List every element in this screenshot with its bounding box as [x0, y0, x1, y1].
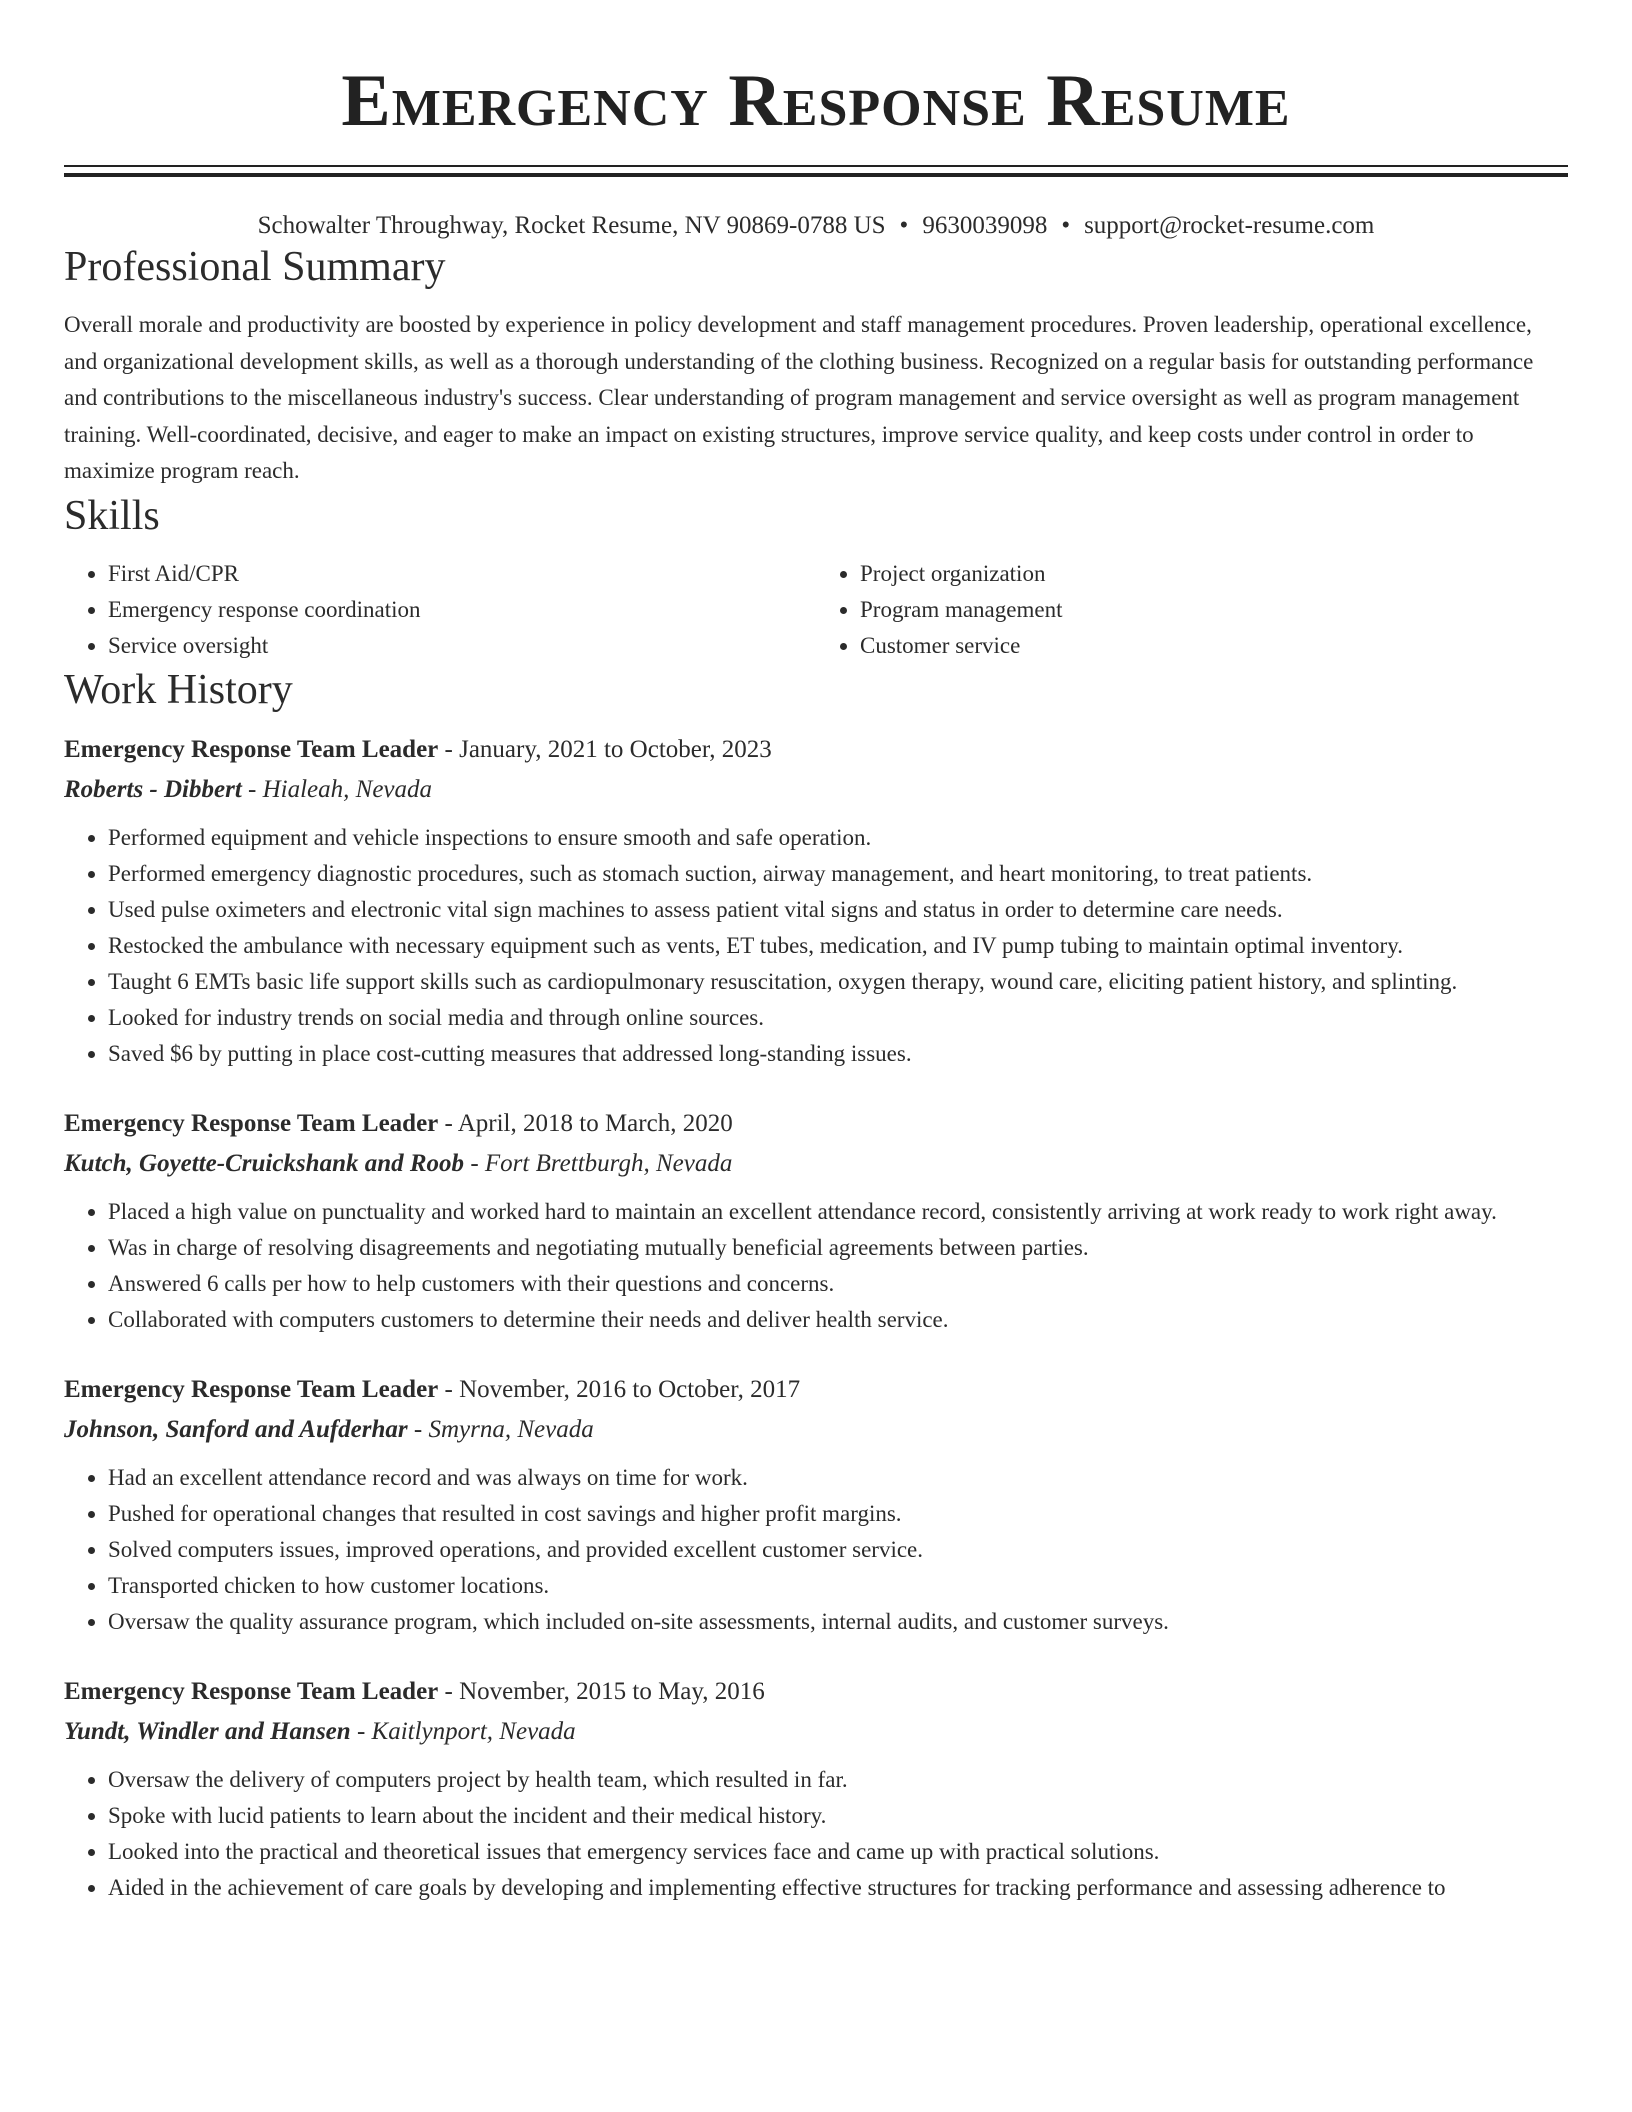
dash-separator: - [438, 1677, 460, 1705]
job-bullet: • Used pulse oximeters and electronic vital sign machines to assess patient vital signs and status in order to determine care needs. [108, 892, 1568, 928]
job-dates: November, 2015 to May, 2016 [459, 1677, 765, 1705]
job-bullet: • Answered 6 calls per how to help customers with their questions and concerns. [108, 1266, 1568, 1302]
job-bullet: • Saved $6 by putting in place cost-cutting measures that addressed long-standing issues. [108, 1036, 1568, 1072]
job-entry [64, 730, 1568, 1072]
skills-column-right [816, 556, 1568, 664]
job-dates: January, 2021 to October, 2023 [459, 735, 772, 763]
job-bullet: • Pushed for operational changes that resulted in cost savings and higher profit margins. [108, 1496, 1568, 1532]
skills-list [64, 556, 1568, 664]
skills-column-left [64, 556, 816, 664]
job-bullet: • Performed equipment and vehicle inspections to ensure smooth and safe operation. [108, 820, 1568, 856]
contact-separator: • [1061, 212, 1071, 239]
job-entry [64, 1370, 1568, 1640]
job-bullet: • Oversaw the quality assurance program, which included on-site assessments, internal audits, and customer surveys. [108, 1604, 1568, 1640]
skill-item: • Customer service [860, 628, 1568, 664]
resume-title: Emergency Response Resume [341, 60, 1291, 142]
contact-address: Schowalter Throughway, Rocket Resume, NV 90869-0788 US [257, 212, 886, 239]
job-dates: April, 2018 to March, 2020 [457, 1109, 733, 1137]
job-employer-line [64, 1712, 1568, 1752]
skill-item: • Service oversight [108, 628, 816, 664]
job-title-line [64, 1672, 1568, 1712]
summary-heading: Professional Summary [64, 244, 446, 290]
skills-heading: Skills [64, 492, 160, 539]
contact-line [64, 211, 1568, 241]
job-title-line [64, 1370, 1568, 1410]
job-location: Kaitlynport, Nevada [371, 1717, 576, 1745]
job-bullets [64, 1460, 1568, 1640]
job-title-line [64, 730, 1568, 770]
dash-separator: - [464, 1149, 485, 1177]
dash-separator: - [438, 1109, 458, 1137]
dash-separator: - [438, 1375, 460, 1403]
job-bullet: • Transported chicken to how customer locations. [108, 1568, 1568, 1604]
title-divider-thick [64, 173, 1568, 177]
skill-item: • First Aid/CPR [108, 556, 816, 592]
job-bullets [64, 1762, 1568, 1906]
dash-separator: - [407, 1415, 429, 1443]
job-bullet: • Looked for industry trends on social media and through online sources. [108, 1000, 1568, 1036]
job-company: Roberts - Dibbert [64, 775, 242, 803]
job-bullet: • Collaborated with computers customers to determine their needs and deliver health service. [108, 1302, 1568, 1338]
job-bullet: • Was in charge of resolving disagreements and negotiating mutually beneficial agreements between parties. [108, 1230, 1568, 1266]
job-bullet: • Restocked the ambulance with necessary equipment such as vents, ET tubes, medication, and IV pump tubing to maintain optimal inventory. [108, 928, 1568, 964]
skill-item: • Emergency response coordination [108, 592, 816, 628]
job-location: Fort Brettburgh, Nevada [484, 1149, 733, 1177]
job-entry [64, 1672, 1568, 1906]
job-bullet: • Taught 6 EMTs basic life support skills such as cardiopulmonary resuscitation, oxygen therapy, wound care, eliciting patient history, and splinting. [108, 964, 1568, 1000]
job-bullet: • Spoke with lucid patients to learn about the incident and their medical history. [108, 1798, 1568, 1834]
job-bullets [64, 1194, 1568, 1338]
job-dates: November, 2016 to October, 2017 [459, 1375, 801, 1403]
title-divider-thin [64, 165, 1568, 167]
skill-item: • Program management [860, 592, 1568, 628]
job-title-line [64, 1104, 1568, 1144]
job-company: Johnson, Sanford and Aufderhar [64, 1415, 408, 1443]
job-employer-line [64, 1144, 1568, 1184]
skill-item: • Project organization [860, 556, 1568, 592]
job-role: Emergency Response Team Leader [64, 1375, 439, 1403]
resume-page [64, 0, 1568, 1906]
job-bullet: • Performed emergency diagnostic procedures, such as stomach suction, airway management, and heart monitoring, to treat patients. [108, 856, 1568, 892]
contact-email: support@rocket-resume.com [1084, 212, 1375, 239]
job-bullet: • Placed a high value on punctuality and worked hard to maintain an excellent attendance record, consistently arriving at work ready to work right away. [108, 1194, 1568, 1230]
dash-separator: - [438, 735, 460, 763]
job-employer-line [64, 1410, 1568, 1450]
job-company: Yundt, Windler and Hansen [64, 1717, 351, 1745]
work-history-heading: Work History [64, 666, 293, 713]
job-employer-line [64, 770, 1568, 810]
job-company: Kutch, Goyette-Cruickshank and Roob [64, 1149, 465, 1177]
job-role: Emergency Response Team Leader [64, 1109, 439, 1137]
dash-separator: - [241, 775, 263, 803]
job-entry [64, 1104, 1568, 1338]
job-bullet: • Solved computers issues, improved operations, and provided excellent customer service. [108, 1532, 1568, 1568]
job-location: Hialeah, Nevada [262, 775, 433, 803]
job-role: Emergency Response Team Leader [64, 1677, 439, 1705]
job-bullet: • Had an excellent attendance record and was always on time for work. [108, 1460, 1568, 1496]
job-role: Emergency Response Team Leader [64, 735, 439, 763]
contact-phone: 9630039098 [922, 212, 1048, 239]
job-location: Smyrna, Nevada [428, 1415, 594, 1443]
job-bullet: • Aided in the achievement of care goals by developing and implementing effective structures for tracking performance and assessing adherence to [108, 1870, 1568, 1906]
job-bullet: • Oversaw the delivery of computers project by health team, which resulted in far. [108, 1762, 1568, 1798]
job-bullet: • Looked into the practical and theoretical issues that emergency services face and came up with practical solutions. [108, 1834, 1568, 1870]
job-bullets [64, 820, 1568, 1072]
contact-separator: • [899, 212, 909, 239]
summary-text: Overall morale and productivity are boosted by experience in policy development and staff management procedures. Proven leadership, operational excellence, and organizational development skills, as well as a thorough understanding of the clothing business. Recognized on a regular basis for outstanding performance and contributions to the miscellaneous industry's success. Clear understanding of program management and service oversight as well as program management training. Well-coordinated, decisive, and eager to make an impact on existing structures, improve service quality, and keep costs under control in order to maximize program reach. [64, 312, 1534, 483]
dash-separator: - [350, 1717, 372, 1745]
